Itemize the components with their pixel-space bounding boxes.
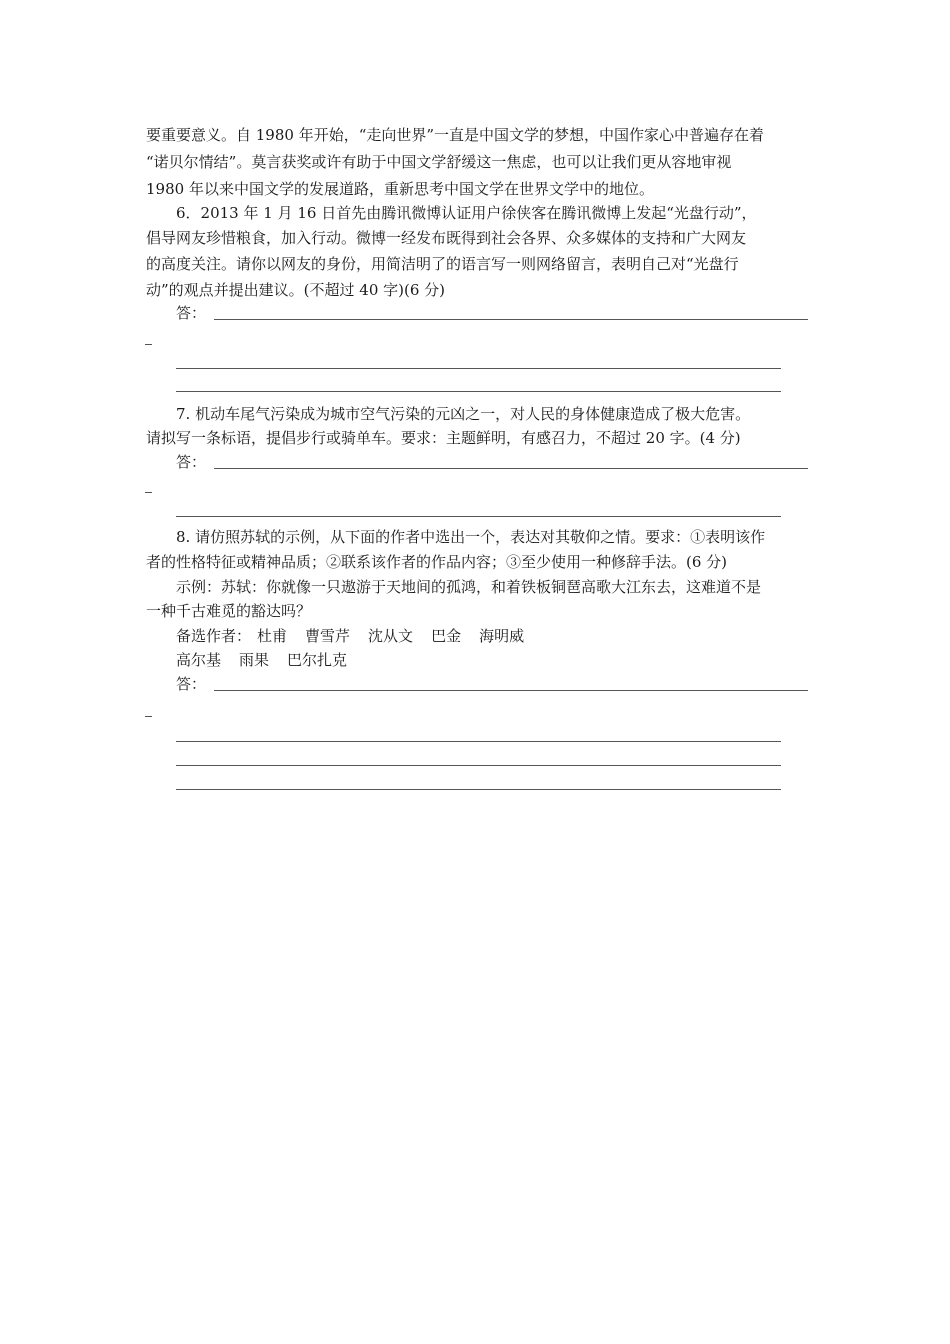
q6-answer-line-2[interactable] [176, 368, 781, 369]
author-item: 雨果 [239, 651, 270, 669]
author-item: 杜甫 [257, 627, 288, 645]
author-item: 高尔基 [176, 651, 222, 669]
q6-answer-line[interactable] [214, 319, 808, 320]
q8-example-line-1: 示例：苏轼：你就像一只遨游于天地间的孤鸿，和着铁板铜琶高歌大江东去，这难道不是 [176, 578, 762, 596]
q6-answer-row [176, 303, 808, 323]
author-item: 曹雪芹 [305, 627, 351, 645]
author-item: 巴尔扎克 [287, 651, 348, 669]
q8-answer-dash [145, 716, 152, 717]
q6-line-1: 6．2013 年 1 月 16 日首先由腾讯微博认证用户徐侠客在腾讯微博上发起“光盘行动”， [176, 204, 757, 222]
q8-line-2: 者的性格特征或精神品质；②联系该作者的作品内容；③至少使用一种修辞手法。(6 分) [146, 553, 728, 571]
q6-line-2: 倡导网友珍惜粮食，加入行动。微博一经发布既得到社会各界、众多媒体的支持和广大网友 [146, 229, 747, 247]
q7-line-1: 7. 机动车尾气污染成为城市空气污染的元凶之一，对人民的身体健康造成了极大危害。 [176, 405, 751, 423]
author-item: 沈从文 [368, 627, 414, 645]
q8-answer-row [176, 674, 808, 694]
q6-line-4: 动”的观点并提出建议。(不超过 40 字)(6 分) [146, 281, 446, 299]
q8-line-1: 8. 请仿照苏轼的示例，从下面的作者中选出一个，表达对其敬仰之情。要求：①表明该作 [176, 528, 766, 546]
q6-answer-dash [145, 344, 152, 345]
q7-answer-row [176, 452, 808, 472]
q8-answer-line-3[interactable] [176, 765, 781, 766]
q8-example-line-2: 一种千古难觅的豁达吗？ [146, 602, 312, 620]
q8-authors-row-1 [176, 626, 806, 646]
q7-answer-line[interactable] [214, 468, 808, 469]
authors-label: 备选作者： [176, 627, 252, 645]
intro-line-1: 要重要意义。自 1980 年开始，“走向世界”一直是中国文学的梦想，中国作家心中普遍存在着 [146, 126, 765, 144]
intro-line-3: 1980 年以来中国文学的发展道路，重新思考中国文学在世界文学中的地位。 [146, 180, 654, 198]
intro-line-2: “诺贝尔情结”。莫言获奖或许有助于中国文学舒缓这一焦虑，也可以让我们更从容地审视 [146, 153, 732, 171]
q8-authors-row-2 [176, 650, 806, 670]
q6-answer-label: 答： [176, 304, 207, 322]
q7-line-2: 请拟写一条标语，提倡步行或骑单车。要求：主题鲜明，有感召力，不超过 20 字。(4 分) [146, 429, 741, 447]
author-item: 海明威 [479, 627, 525, 645]
q8-answer-line-4[interactable] [176, 789, 781, 790]
q6-line-3: 的高度关注。请你以网友的身份，用简洁明了的语言写一则网络留言，表明自己对“光盘行 [146, 255, 739, 273]
q6-answer-line-3[interactable] [176, 391, 781, 392]
q7-answer-label: 答： [176, 453, 207, 471]
q7-answer-line-2[interactable] [176, 516, 781, 517]
q8-answer-line-2[interactable] [176, 741, 781, 742]
q7-answer-dash [145, 492, 152, 493]
author-item: 巴金 [431, 627, 462, 645]
q8-answer-line[interactable] [214, 690, 808, 691]
q8-answer-label: 答： [176, 675, 207, 693]
